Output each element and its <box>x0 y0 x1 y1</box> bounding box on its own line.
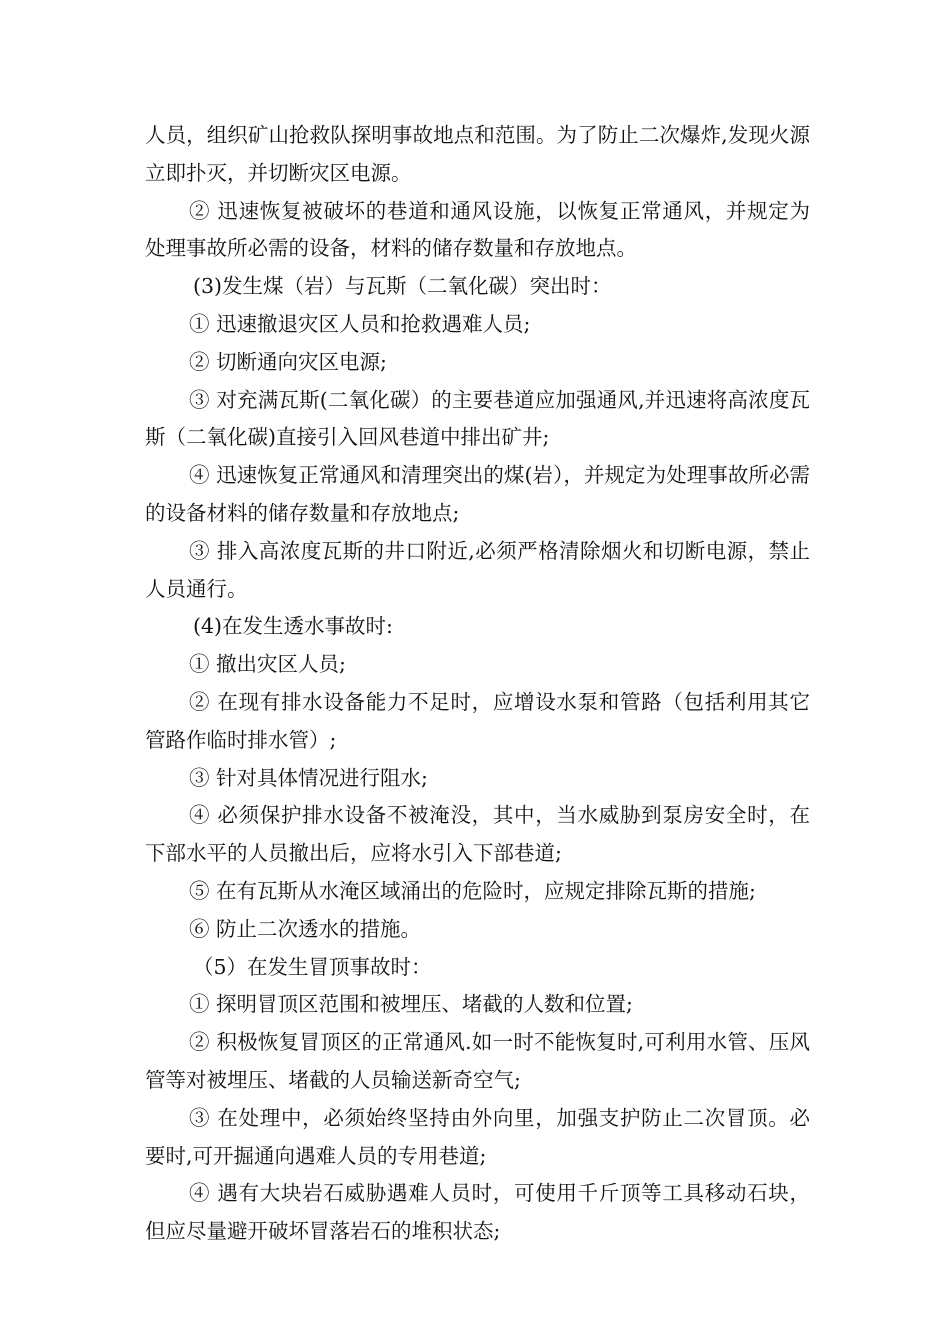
list-item: ③ 在处理中，必须始终坚持由外向里，加强支护防止二次冒顶。必要时,可开掘通向遇难人员的专用巷道; <box>145 1105 810 1168</box>
list-item: ③ 排入高浓度瓦斯的井口附近,必须严格清除烟火和切断电源，禁止人员通行。 <box>145 538 810 601</box>
list-item: ④ 必须保护排水设备不被淹没，其中，当水威胁到泵房安全时，在下部水平的人员撤出后，应将水引入下部巷道; <box>145 803 810 866</box>
paragraph: ② 迅速恢复被破坏的巷道和通风设施，以恢复正常通风，并规定为处理事故所必需的设备，材料的储存数量和存放地点。 <box>145 198 810 261</box>
list-item: ② 积极恢复冒顶区的正常通风.如一时不能恢复时,可利用水管、压风管等对被埋压、堵截的人员输送新奇空气; <box>145 1030 810 1092</box>
body-text <box>145 117 810 1251</box>
list-item: ④ 遇有大块岩石威胁遇难人员时，可使用千斤顶等工具移动石块，但应尽量避开破坏冒落岩石的堆积状态; <box>145 1181 810 1244</box>
list-item: ① 迅速撤退灾区人员和抢救遇难人员; <box>189 311 531 336</box>
section-heading: (3)发生煤（岩）与瓦斯（二氧化碳）突出时： <box>193 274 612 299</box>
list-item: ② 在现有排水设备能力不足时，应增设水泵和管路（包括利用其它管路作临时排水管）; <box>145 689 810 752</box>
list-item: ② 切断通向灾区电源; <box>189 349 387 374</box>
list-item: ④ 迅速恢复正常通风和清理突出的煤(岩），并规定为处理事故所必需的设备材料的储存数量和存放地点; <box>145 463 810 525</box>
list-item: ⑤ 在有瓦斯从水淹区域涌出的危险时，应规定排除瓦斯的措施; <box>189 878 756 903</box>
section-heading: （5）在发生冒顶事故时： <box>193 954 432 979</box>
section-heading: (4)在发生透水事故时: <box>193 614 393 639</box>
list-item: ③ 对充满瓦斯(二氧化碳）的主要巷道应加强通风,并迅速将高浓度瓦斯（二氧化碳)直接引入回风巷道中排出矿井; <box>145 387 810 450</box>
list-item: ① 撤出灾区人员; <box>189 652 346 677</box>
paragraph: 人员，组织矿山抢救队探明事故地点和范围。为了防止二次爆炸,发现火源立即扑灭，并切断灾区电源。 <box>145 123 810 185</box>
list-item: ③ 针对具体情况进行阻水; <box>189 765 428 790</box>
list-item: ① 探明冒顶区范围和被埋压、堵截的人数和位置; <box>189 992 633 1017</box>
list-item: ⑥ 防止二次透水的措施。 <box>189 916 422 941</box>
